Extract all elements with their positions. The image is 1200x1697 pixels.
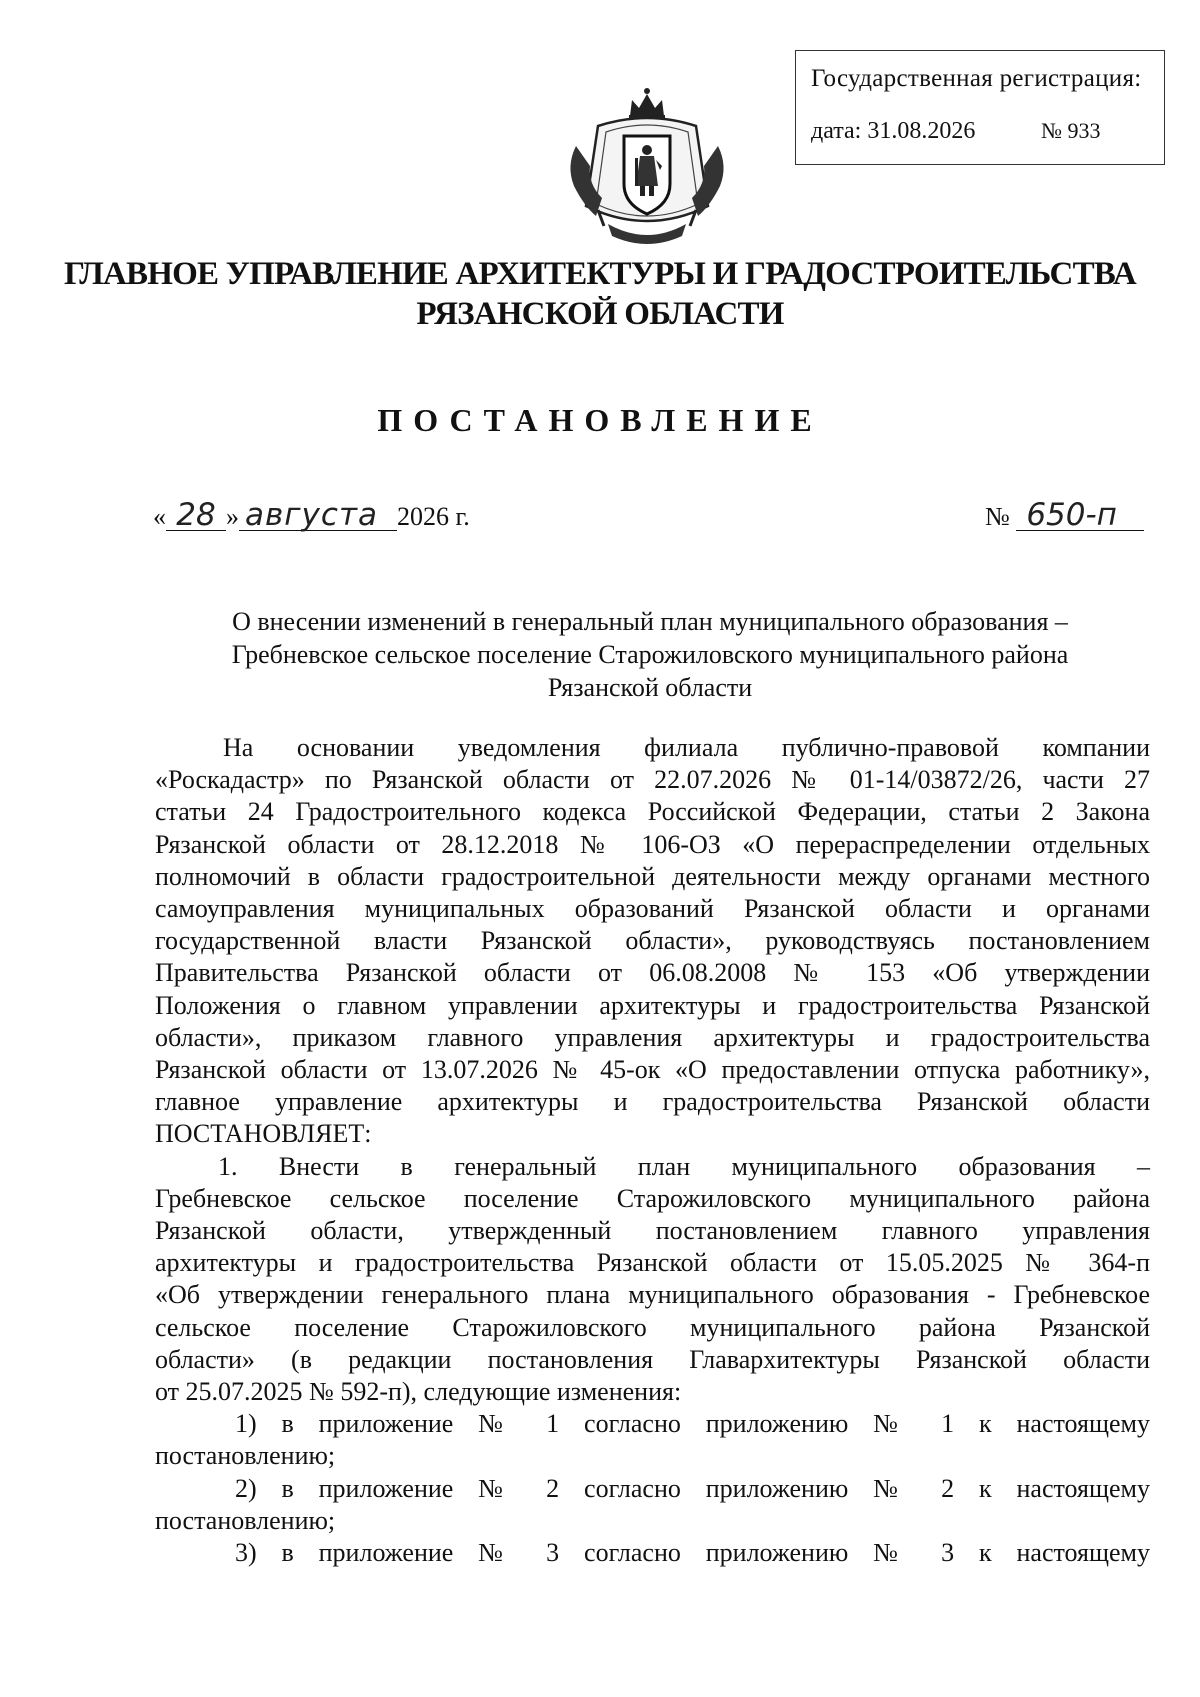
body-line: области», приказом главного управления архитектуры и градостроительства [155,1022,1150,1052]
body-line: сельское поселение Старожиловского муниципального района Рязанской [155,1312,1150,1342]
date-year: 2026 г. [397,502,470,531]
body-line: Рязанской области от 28.12.2018 № 106-ОЗ «О перераспределении отдельных [155,829,1150,859]
date-close-quote: » [226,502,239,531]
document-number [985,497,1144,533]
document-subject [150,605,1150,704]
registration-date: дата: 31.08.2026 [811,118,976,144]
body-line: 3) в приложение № 3 согласно приложению № 3 к настоящему [235,1538,1150,1568]
handwritten-month: августа [239,500,397,531]
list-item [155,1473,1150,1537]
document-date [153,497,470,533]
body-line: «Об утверждении генерального плана муниципального образования - Гребневское [155,1280,1150,1310]
body-line: полномочий в области градостроительной деятельности между органами местного [155,861,1150,891]
body-line: Положения о главном управлении архитектуры и градостроительства Рязанской [155,990,1150,1020]
body-line: главное управление архитектуры и градостроительства Рязанской области [155,1087,1150,1117]
clause-1 [155,1151,1150,1409]
registration-stamp [795,50,1165,165]
body-line: На основании уведомления филиала публично-правовой компании [223,733,1150,762]
handwritten-number: 650-п [1016,500,1144,531]
number-prefix: № [985,502,1010,531]
organization-title-line1: ГЛАВНОЕ УПРАВЛЕНИЕ АРХИТЕКТУРЫ И ГРАДОСТРОИТЕЛЬСТВА [64,256,1136,292]
body-line: статьи 24 Градостроительного кодекса Российской Федерации, статьи 2 Закона [155,797,1150,827]
body-line: 1) в приложение № 1 согласно приложению № 1 к настоящему [235,1409,1150,1439]
body-line: 2) в приложение № 2 согласно приложению № 2 к настоящему [235,1473,1150,1503]
body-line: от 25.07.2025 № 592-п), следующие изменения: [155,1377,682,1407]
body-line: самоуправления муниципальных образований Рязанской области и органами [155,894,1150,924]
body-line: 1. Внести в генеральный план муниципального образования – [218,1151,1150,1181]
registration-number: № 933 [1041,118,1101,143]
body-line: ПОСТАНОВЛЯЕТ: [155,1119,372,1149]
handwritten-day: 28 [166,500,226,531]
date-open-quote: « [153,502,166,531]
body-line: постановлению; [155,1505,336,1535]
ryazan-coat-of-arms-icon [558,86,736,252]
body-line: постановлению; [155,1441,336,1471]
subject-line: О внесении изменений в генеральный план муниципального образования – [232,607,1068,636]
document-body [155,732,1150,1569]
organization-title-line2: РЯЗАНСКОЙ ОБЛАСТИ [416,296,784,332]
body-line: архитектуры и градостроительства Рязанской области от 15.05.2025 № 364-п [155,1248,1150,1278]
preamble-paragraph [155,732,1150,1151]
body-line: Рязанской области, утвержденный постановлением главного управления [155,1216,1150,1246]
body-line: Рязанской области от 13.07.2026 № 45-ок «О предоставлении отпуска работнику», [155,1055,1150,1085]
subject-line: Гребневское сельское поселение Старожиловского муниципального района [231,640,1069,669]
body-line: государственной власти Рязанской области», руководствуясь постановлением [155,926,1150,956]
body-line: Правительства Рязанской области от 06.08.2008 № 153 «Об утверждении [155,958,1150,988]
document-type-title: ПОСТАНОВЛЕНИЕ [377,402,823,438]
body-line: области» (в редакции постановления Главархитектуры Рязанской области [155,1344,1150,1374]
list-item [155,1537,1150,1569]
list-item [155,1408,1150,1472]
registration-title: Государственная регистрация: [811,65,1142,92]
subject-line: Рязанской области [547,673,753,702]
body-line: Гребневское сельское поселение Старожиловского муниципального района [155,1183,1150,1213]
body-line: «Роскадастр» по Рязанской области от 22.07.2026 № 01-14/03872/26, части 27 [155,765,1150,795]
